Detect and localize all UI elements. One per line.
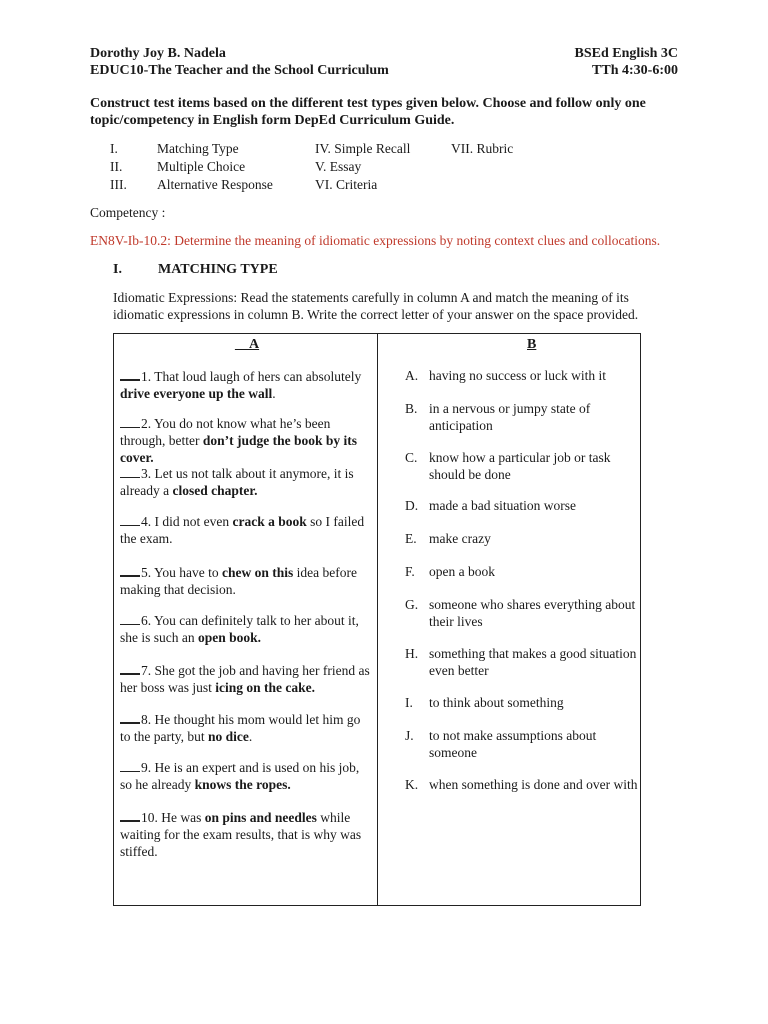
header-row-2	[90, 62, 678, 80]
answer-blank[interactable]	[120, 612, 140, 625]
option-h: H. something that makes a good situation even better	[405, 646, 637, 678]
item-10: 10. He was on pins and needles while waiting for the exam results, that is why was stiffed.	[120, 810, 362, 859]
answer-blank[interactable]	[120, 415, 140, 428]
answer-blank[interactable]	[120, 661, 140, 675]
item-4: 4. I did not even crack a book so I failed the exam.	[120, 514, 365, 546]
item-7: 7. She got the job and having her friend as her boss was just icing on the cake.	[120, 663, 370, 695]
test-type-label: VII. Rubric	[451, 141, 514, 156]
option-a: A. having no success or luck with it	[405, 368, 606, 383]
course-title: EDUC10-The Teacher and the School Curriculum	[90, 63, 389, 78]
item-8: 8. He thought his mom would let him go to the party, but no dice.	[120, 712, 361, 744]
test-type-label: Matching Type	[157, 141, 239, 156]
answer-blank[interactable]	[120, 710, 140, 724]
item-5: 5. You have to chew on this idea before making that decision.	[120, 565, 357, 597]
answer-blank[interactable]	[120, 808, 140, 822]
answer-blank[interactable]	[120, 465, 140, 478]
test-type-num: II.	[110, 159, 123, 174]
section-number: I.	[113, 262, 122, 277]
option-g: G. someone who shares everything about their lives	[405, 597, 636, 629]
test-type-num: I.	[110, 141, 118, 156]
option-b: B. in a nervous or jumpy state of anticipation	[405, 401, 591, 433]
section-title: MATCHING TYPE	[158, 262, 278, 277]
answer-blank[interactable]	[120, 759, 140, 772]
answer-blank[interactable]	[120, 367, 140, 381]
option-i: I. to think about something	[405, 695, 564, 710]
column-a-header: __A	[235, 337, 260, 352]
test-type-label: Alternative Response	[157, 177, 273, 192]
answer-blank[interactable]	[120, 513, 140, 526]
item-6: 6. You can definitely talk to her about it, she is such an open book.	[120, 613, 359, 645]
header-row-1	[90, 45, 678, 63]
option-k: K. when something is done and over with	[405, 777, 638, 792]
test-type-label: V. Essay	[315, 159, 362, 174]
column-b-header: B	[527, 337, 537, 352]
class-schedule: TTh 4:30-6:00	[592, 63, 678, 78]
column-divider	[377, 334, 378, 905]
option-f: F. open a book	[405, 564, 495, 579]
option-e: E. make crazy	[405, 531, 491, 546]
option-j: J. to not make assumptions about someone	[405, 728, 597, 760]
test-type-list	[110, 141, 670, 195]
instructions: Construct test items based on the different test types given below. Choose and follow only one topic/competency in English form DepEd Curriculum Guide.	[90, 96, 646, 128]
answer-blank[interactable]	[120, 563, 140, 577]
item-9: 9. He is an expert and is used on his job, so he already knows the ropes.	[120, 760, 360, 792]
competency-label: Competency :	[90, 205, 166, 220]
competency-text: EN8V-Ib-10.2: Determine the meaning of idiomatic expressions by noting context clues and collocations.	[90, 233, 661, 248]
option-d: D. made a bad situation worse	[405, 498, 576, 513]
student-program: BSEd English 3C	[574, 46, 678, 61]
test-type-label: Multiple Choice	[157, 159, 246, 174]
directions: Idiomatic Expressions: Read the statements carefully in column A and match the meaning of its idiomatic expressions in column B. Write the correct letter of your answer on the space provided.	[113, 290, 639, 322]
item-1: 1. That loud laugh of hers can absolutely drive everyone up the wall.	[120, 369, 362, 401]
test-type-num: III.	[110, 177, 127, 192]
item-2: 2. You do not know what he’s been through, better don’t judge the book by its cover.	[120, 416, 358, 465]
test-type-label: VI. Criteria	[315, 177, 378, 192]
item-3: 3. Let us not talk about it anymore, it is already a closed chapter.	[120, 466, 354, 498]
student-name: Dorothy Joy B. Nadela	[90, 46, 226, 61]
test-type-label: IV. Simple Recall	[315, 141, 411, 156]
option-c: C. know how a particular job or task should be done	[405, 450, 611, 482]
